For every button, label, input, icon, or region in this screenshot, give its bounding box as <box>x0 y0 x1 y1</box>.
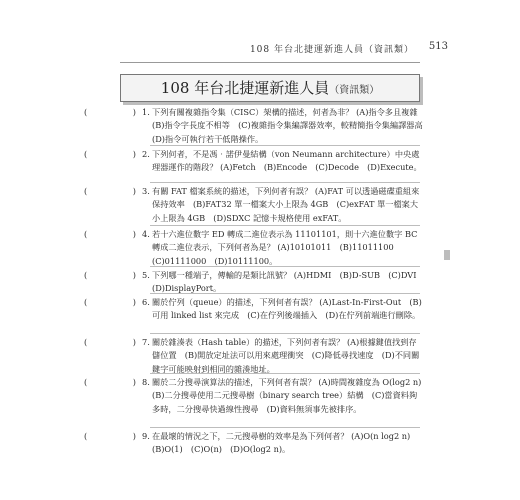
question-number: 5. <box>142 270 150 280</box>
question-divider <box>150 333 420 334</box>
answer-blank: ( ) <box>84 107 136 117</box>
question-divider <box>150 145 420 146</box>
answer-blank: ( ) <box>84 337 136 347</box>
question-divider <box>150 427 420 428</box>
question-number: 4. <box>142 229 150 239</box>
question-number: 3. <box>142 186 150 196</box>
question-number: 1. <box>142 107 150 117</box>
answer-blank: ( ) <box>84 229 136 239</box>
question-text: 若十六進位數字 ED 轉成二進位表示為 11101101，則十六進位數字 BC 轉成二進位表示，下列何者為是？ (A)10101011 (B)11011100 (C)01111000 (D)10111100。 <box>152 229 418 266</box>
question-divider <box>150 225 420 226</box>
answer-blank: ( ) <box>84 149 136 159</box>
question-text: 關於佇列（queue）的描述，下列何者有誤？ (A)Last-In-First-Out (B)可用 linked list 來完成 (C)在佇列後端插入 (D)在佇列前端進行刪除。 <box>152 297 422 321</box>
answer-blank: ( ) <box>84 297 136 307</box>
question-text: 下列有關複雜指令集（CISC）架構的描述，何者為非？ (A)指令多且複雜 (B)指令字長度不相等 (C)複雜指令集編譯器效率，較精簡指令集編譯器高 (D)指令可執行若干低階操作。 <box>152 107 431 144</box>
question-text: 關於二分搜尋演算法的描述，下列何者有誤？ (A)時間複雜度為 O(log2 n) (B)二分搜尋使用二元搜尋樹（binary search tree）結構 (C)當資料夠多時，二分搜尋快過線性搜尋 (D)資料無須事先被排序。 <box>152 377 430 414</box>
exam-title: 108 年台北捷運新進人員 <box>160 79 330 97</box>
page-number: 513 <box>428 41 448 52</box>
answer-blank: ( ) <box>84 431 136 441</box>
exam-title-category: （資訊類） <box>329 85 380 96</box>
running-title: 108 年台北捷運新進人員（資訊類） <box>249 45 414 55</box>
header-rule <box>120 62 420 63</box>
question-number: 2. <box>142 149 150 159</box>
question-text: 在最壞的情況之下，二元搜尋樹的效率是為下列何者？ (A)O(n log2 n) (B)O(1) (C)O(n) (D)O(log2 n)。 <box>152 431 419 455</box>
exam-title-box <box>120 74 420 102</box>
question-divider <box>150 182 420 183</box>
question-number: 6. <box>142 297 150 307</box>
question-divider <box>150 266 420 267</box>
answer-blank: ( ) <box>84 270 136 280</box>
question-number: 7. <box>142 337 150 347</box>
question-divider <box>150 293 420 294</box>
question-divider <box>150 373 420 374</box>
question-text: 有關 FAT 檔案系統的描述，下列何者有誤？ (A)FAT 可以透過磁碟重組來保持效率 (B)FAT32 單一檔案大小上限為 4GB (C)exFAT 單一檔案大小上限為 4GB (D)SDXC 記憶卡規格使用 exFAT。 <box>152 186 420 223</box>
question-text: 下列何者，不是馮‧諾伊曼結構（von Neumann architecture）中央處理器運作的階段？ (A)Fetch (B)Encode (C)Decode (D)Execute。 <box>152 149 422 173</box>
question-text: 關於雜湊表（Hash table）的描述，下列何者有誤？ (A)根據鍵值找到存儲位置 (B)開放定址法可以用來處理衝突 (C)降低尋找速度 (D)不同關鍵字可能映射到相同的雜湊地址。 <box>152 337 420 374</box>
answer-blank: ( ) <box>84 186 136 196</box>
running-header <box>0 40 520 60</box>
question-number: 9. <box>142 431 150 441</box>
answer-blank: ( ) <box>84 377 136 387</box>
question-number: 8. <box>142 377 150 387</box>
page-edge-tab <box>444 250 450 260</box>
question-text: 下列哪一種端子，傳輸的是類比訊號？ (A)HDMI (B)D-SUB (C)DVI (D)DisplayPort。 <box>152 270 425 294</box>
